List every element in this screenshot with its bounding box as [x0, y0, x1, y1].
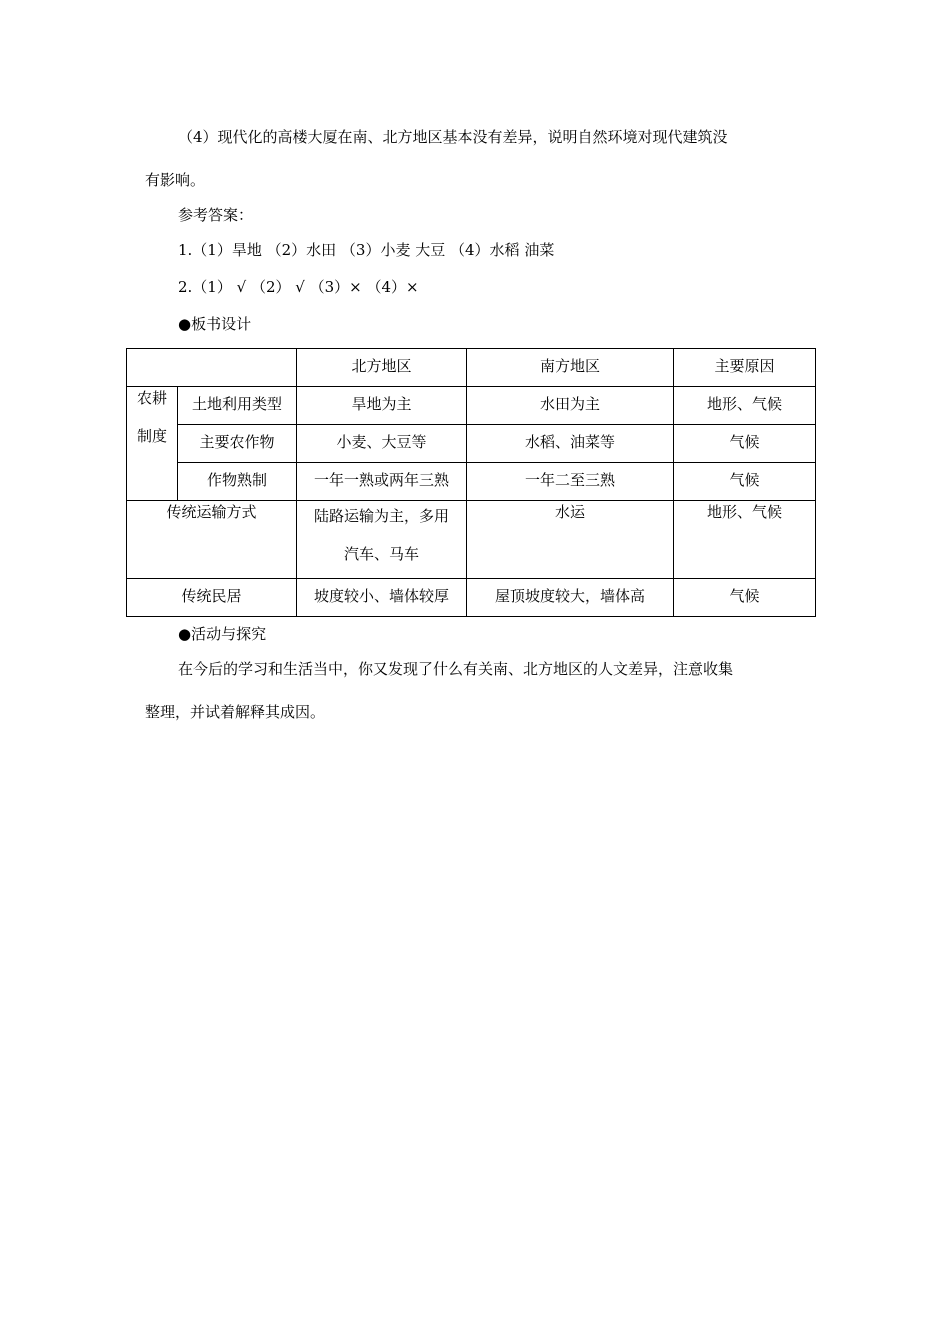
table-row	[127, 463, 816, 501]
reason-value: 气候	[729, 471, 760, 489]
north-cell	[297, 425, 467, 463]
south-value: 水田为主	[539, 395, 600, 413]
header-cell-south	[467, 349, 674, 387]
north-value-line-1: 陆路运输为主，多用	[313, 507, 449, 525]
north-value-line-2: 汽车、马车	[343, 545, 419, 563]
group-label-line-1: 农耕	[136, 389, 167, 407]
table-row	[127, 387, 816, 425]
activity-paragraph-line-1: 在今后的学习和生活当中，你又发现了什么有关南、北方地区的人文差异，注意收集	[178, 660, 734, 678]
row-label-cell	[178, 463, 297, 501]
row-label-cell	[178, 425, 297, 463]
row-label: 作物熟制	[206, 471, 267, 489]
south-value: 水稻、油菜等	[524, 433, 615, 451]
reason-cell	[674, 501, 816, 579]
header-cell-north	[297, 349, 467, 387]
group-cell-farming-system	[127, 387, 178, 501]
row-label: 传统运输方式	[166, 503, 257, 521]
header-cell-empty	[127, 349, 297, 387]
north-cell	[297, 387, 467, 425]
row-label: 土地利用类型	[191, 395, 282, 413]
row-label-cell	[127, 579, 297, 617]
north-cell	[297, 501, 467, 579]
table-row	[127, 501, 816, 579]
board-design-heading: ●板书设计	[178, 315, 252, 333]
reference-answers-heading: 参考答案：	[178, 206, 254, 224]
north-cell	[297, 463, 467, 501]
south-value: 水运	[554, 503, 585, 521]
answer-1: 1.（1）旱地 （2）水田 （3）小麦 大豆 （4）水稻 油菜	[178, 241, 555, 259]
header-reason-label: 主要原因	[714, 357, 775, 375]
comparison-table	[126, 348, 816, 617]
south-cell	[467, 463, 674, 501]
row-label-cell	[178, 387, 297, 425]
table-row	[127, 425, 816, 463]
header-north-label: 北方地区	[351, 357, 412, 375]
north-value: 一年一熟或两年三熟	[313, 471, 449, 489]
answer-2: 2.（1） √ （2） √ （3）× （4）×	[178, 278, 419, 296]
south-cell	[467, 387, 674, 425]
south-cell	[467, 501, 674, 579]
reason-value: 地形、气候	[706, 503, 782, 521]
south-cell	[467, 425, 674, 463]
north-value: 坡度较小、墙体较厚	[313, 587, 449, 605]
reason-value: 气候	[729, 433, 760, 451]
row-label: 传统民居	[181, 587, 242, 605]
paragraph-question-4-line-1: （4）现代化的高楼大厦在南、北方地区基本没有差异，说明自然环境对现代建筑没	[178, 128, 728, 146]
south-value: 屋顶坡度较大，墙体高	[494, 587, 645, 605]
row-label-cell	[127, 501, 297, 579]
paragraph-question-4-line-2: 有影响。	[145, 171, 206, 189]
south-cell	[467, 579, 674, 617]
reason-value: 地形、气候	[706, 395, 782, 413]
south-value: 一年二至三熟	[524, 471, 615, 489]
north-value: 旱地为主	[351, 395, 412, 413]
table-row	[127, 579, 816, 617]
group-label-line-2: 制度	[136, 427, 167, 445]
reason-cell	[674, 579, 816, 617]
north-cell	[297, 579, 467, 617]
header-cell-reason	[674, 349, 816, 387]
reason-cell	[674, 425, 816, 463]
row-label: 主要农作物	[199, 433, 275, 451]
activity-paragraph-line-2: 整理，并试着解释其成因。	[145, 703, 326, 721]
reason-cell	[674, 387, 816, 425]
reason-value: 气候	[729, 587, 760, 605]
table-header-row	[127, 349, 816, 387]
activity-heading: ●活动与探究	[178, 625, 267, 643]
header-south-label: 南方地区	[539, 357, 600, 375]
north-value: 小麦、大豆等	[336, 433, 427, 451]
reason-cell	[674, 463, 816, 501]
